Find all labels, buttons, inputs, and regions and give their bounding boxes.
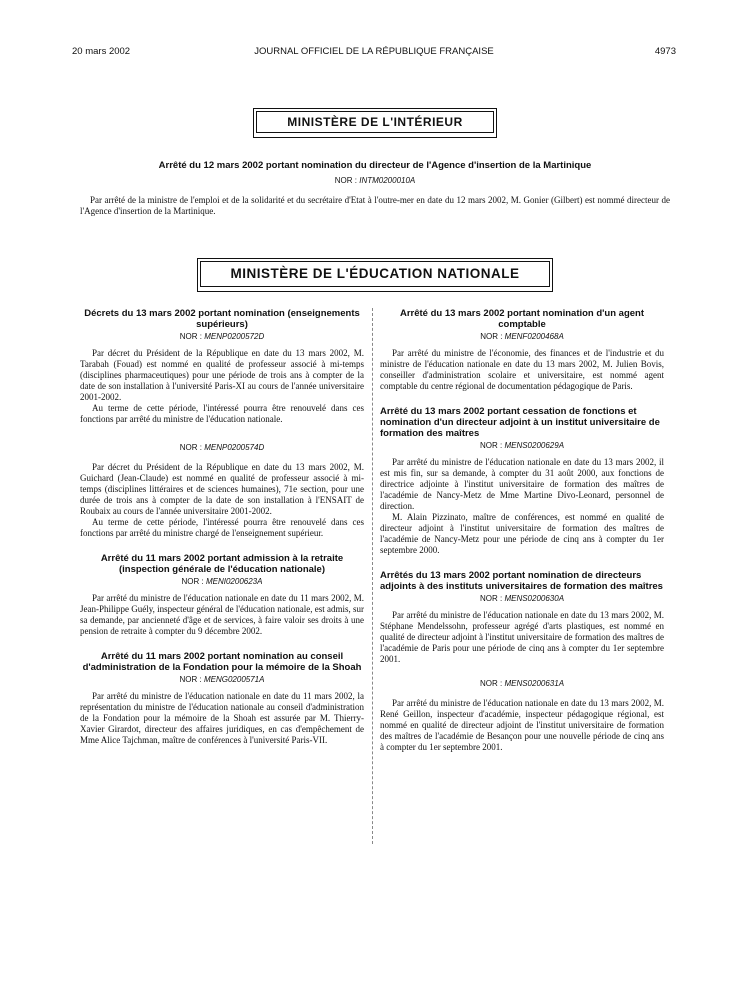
nor-label: NOR : [179, 443, 202, 452]
nor-code: MENG0200571A [203, 675, 265, 684]
article-paragraph: Par arrêté du ministre de l'éducation nationale en date du 11 mars 2002, M. Jean-Philippe Guély, inspecteur général de l'éducation nationale, est admis, sur sa demande, par ancienneté d'âge et de services, à faire valoir ses droits à une pension de retraite à compter du 9 décembre 2002. [80, 593, 364, 636]
article-cessation-fonctions [380, 406, 664, 556]
nor-code: MENP0200574D [204, 443, 265, 452]
article-decrets-enseignements [80, 308, 364, 539]
nor-label: NOR : [479, 441, 503, 450]
article-title: Arrêté du 13 mars 2002 portant nomination d'un agent comptable [399, 308, 645, 330]
ministry-interieur-box [253, 108, 497, 138]
article-agent-comptable [380, 308, 664, 392]
left-column [80, 308, 364, 760]
nor-code: MENS0200629A [504, 441, 565, 450]
article-paragraph: Par arrêté du ministre de l'économie, des finances et de l'industrie et du ministre de l'éducation nationale en date du 13 mars 2002, M. Julien Bovis, conseiller d'administration scolaire et universitaire, est nommé agent comptable du centre régional de documentation pédagogique de Paris. [380, 348, 664, 391]
article-nor [80, 577, 364, 586]
article-title: Arrêté du 11 mars 2002 portant admission à la retraite (inspection générale de l'éducation nationale) [100, 553, 344, 575]
nor-label: NOR : [181, 577, 204, 586]
page-number: 4973 [654, 46, 676, 57]
nor-label: NOR : [479, 679, 503, 688]
article-nor [380, 332, 664, 341]
journal-title: JOURNAL OFFICIEL DE LA RÉPUBLIQUE FRANÇAISE [254, 46, 494, 57]
interieur-article-body: Par arrêté de la ministre de l'emploi et de la solidarité et du secrétaire d'Etat à l'outre-mer en date du 12 mars 2002, M. Gonier (Gilbert) est nommé directeur de l'Agence d'insertion de la Martinique. [80, 195, 670, 216]
nor-code: MENS0200631A [504, 679, 565, 688]
ministry-education-box [197, 258, 553, 292]
article-title: Décrets du 13 mars 2002 portant nomination (enseignements supérieurs) [84, 308, 360, 330]
article-paragraph: Par décret du Président de la République en date du 13 mars 2002, M. Guichard (Jean-Claude) est nommé en qualité de professeur associé à mi-temps (disciplines littéraires et de sciences humaines), 71e section, pour une durée de trois ans à compter de la date de son installation à l'ENSAIT de Roubaix au cours de l'année universitaire 2001-2002. [80, 462, 364, 516]
ministry-interieur-heading: MINISTÈRE DE L'INTÉRIEUR [256, 111, 494, 133]
nor-code: MENP0200572D [204, 332, 265, 341]
ministry-education-heading: MINISTÈRE DE L'ÉDUCATION NATIONALE [200, 261, 550, 287]
nor-code: MENS0200630A [504, 594, 565, 603]
article-paragraph: Par arrêté du ministre de l'éducation nationale en date du 11 mars 2002, la représentation du ministre de l'éducation nationale au conseil d'administration de la Fondation pour la mémoire de la Shoah est assurée par M. Thierry-Xavier Girardot, directeur des affaires juridiques, en cas d'empêchement de Mme Alice Tajchman, maître de conférences à l'université Paris-VII. [80, 691, 364, 745]
interieur-article-title: Arrêté du 12 mars 2002 portant nomination du directeur de l'Agence d'insertion de la Martinique [158, 160, 592, 171]
nor-code: INTM0200010A [359, 176, 416, 185]
nor-code: MENF0200468A [504, 332, 564, 341]
article-fondation-shoah [80, 651, 364, 746]
right-column [380, 308, 664, 767]
article-paragraph: Par arrêté du ministre de l'éducation nationale en date du 13 mars 2002, il est mis fin, sur sa demande, à compter du 31 août 2000, aux fonctions de directrice adjointe à l'institut universitaire de formation des maîtres de l'académie de Nancy-Metz de Mme Martine Divo-Leonard, personnel de direction. [380, 457, 664, 511]
article-title: Arrêtés du 13 mars 2002 portant nomination de directeurs adjoints à des instituts universitaires de formation des maîtres [380, 570, 663, 592]
article-title: Arrêté du 13 mars 2002 portant cessation de fonctions et nomination d'un directeur adjoint à un institut universitaire de formation des maîtres [380, 406, 660, 439]
column-divider [372, 308, 373, 844]
article-directeurs-adjoints [380, 570, 664, 753]
article-nor [380, 441, 664, 450]
nor-label: NOR : [479, 594, 503, 603]
article-nor [80, 332, 364, 341]
issue-date: 20 mars 2002 [72, 46, 131, 57]
article-paragraph: M. Alain Pizzinato, maître de conférences, est nommé en qualité de directeur adjoint à l'institut universitaire de formation des maîtres de l'académie de Nancy-Metz pour une période de cinq ans à compter du 1er septembre 2000. [380, 512, 664, 555]
article-paragraph: Par arrêté du ministre de l'éducation nationale en date du 13 mars 2002, M. Stéphane Mendelssohn, professeur agrégé d'arts plastiques, est nommé en qualité de directeur adjoint à l'institut universitaire de formation des maîtres de l'académie de Paris pour une période de cinq ans à compter du 1er septembre 2001. [380, 610, 664, 664]
nor-code: MENI0200623A [205, 577, 263, 586]
nor-label: NOR : [480, 332, 503, 341]
nor-label: NOR : [334, 176, 357, 185]
article-title: Arrêté du 11 mars 2002 portant nomination au conseil d'administration de la Fondation pour la mémoire de la Shoah [82, 651, 362, 673]
article-paragraph: Au terme de cette période, l'intéressé pourra être renouvelé dans ces fonctions par arrêté du ministre de l'éducation nationale. [80, 403, 364, 424]
interieur-article-nor [80, 176, 670, 185]
article-paragraph: Par décret du Président de la République en date du 13 mars 2002, M. Tarabah (Fouad) est nommé en qualité de professeur associé à mi-temps (disciplines pharmaceutiques) pour une période de trois ans à compter de la date de son installation à l'université Paris-XI au cours de l'année universitaire 2001-2002. [80, 348, 364, 402]
article-nor-2 [380, 679, 664, 688]
article-paragraph: Au terme de cette période, l'intéressé pourra être renouvelé dans ces fonctions par arrêté du ministre chargé de l'enseignement supérieur. [80, 517, 364, 538]
article-nor [80, 675, 364, 684]
running-head [72, 46, 676, 60]
article-nor-2 [80, 443, 364, 452]
article-nor [380, 594, 664, 603]
nor-label: NOR : [179, 332, 202, 341]
article-paragraph: Par arrêté du ministre de l'éducation nationale en date du 13 mars 2002, M. René Geillon, inspecteur d'académie, inspecteur pédagogique régional, est nommé en qualité de directeur adjoint de l'institut universitaire de formation des maîtres de l'académie de Besançon pour une nouvelle période de cinq ans à compter du 1er septembre 2001. [380, 698, 664, 752]
article-admission-retraite [80, 553, 364, 637]
nor-label: NOR : [179, 675, 202, 684]
